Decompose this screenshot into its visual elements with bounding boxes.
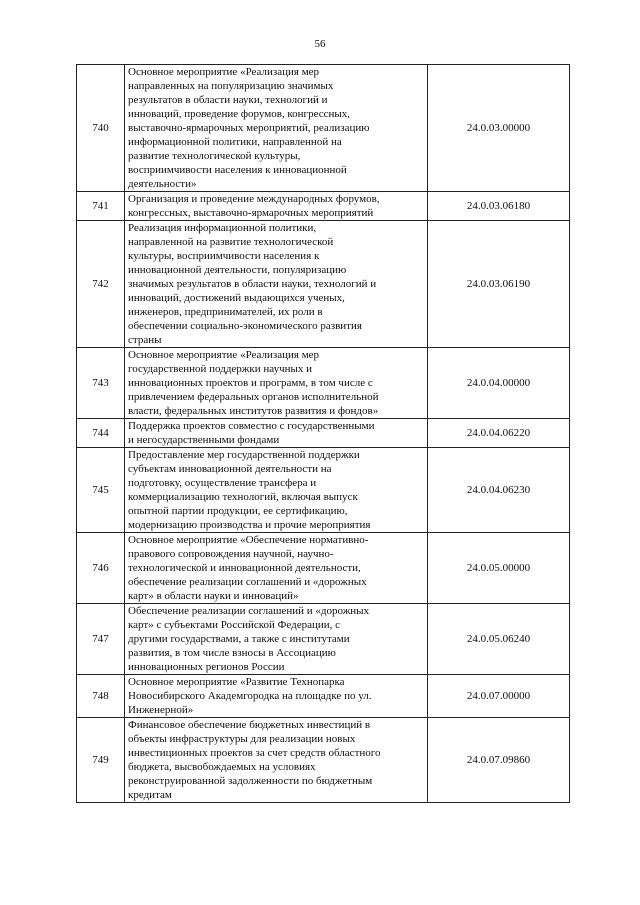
- description-line: инвестиционных проектов за счет средств областного: [128, 747, 381, 759]
- table-row: [77, 348, 570, 419]
- description-line: Основное мероприятие «Реализация мер: [128, 66, 320, 78]
- row-code: 24.0.04.00000: [428, 348, 570, 419]
- description-line: обеспечении социально-экономического развития: [128, 320, 362, 332]
- row-number: 744: [77, 419, 125, 448]
- table-body: [77, 65, 570, 803]
- description-line: привлечением федеральных органов исполнительной: [128, 391, 379, 403]
- description-line: карт» с субъектами Российской Федерации, с: [128, 619, 341, 631]
- row-number: 746: [77, 533, 125, 604]
- description-line: Основное мероприятие «Реализация мер: [128, 349, 320, 361]
- description-line: коммерциализацию технологий, включая выпуск: [128, 491, 358, 503]
- description-line: бюджета, высвобождаемых на условиях: [128, 761, 316, 773]
- description-line: кредитам: [128, 789, 172, 801]
- description-line: модернизацию производства и прочие мероприятия: [128, 519, 371, 531]
- row-description: [125, 604, 428, 675]
- row-number: 741: [77, 192, 125, 221]
- description-line: реконструированной задолженности по бюджетным: [128, 775, 373, 787]
- row-code: 24.0.04.06220: [428, 419, 570, 448]
- description-line: правового сопровождения научной, научно-: [128, 548, 334, 560]
- row-code: 24.0.07.09860: [428, 718, 570, 803]
- table-row: [77, 718, 570, 803]
- row-description: [125, 348, 428, 419]
- description-line: другими государствами, а также с институтами: [128, 633, 350, 645]
- description-line: Основное мероприятие «Обеспечение нормативно-: [128, 534, 369, 546]
- description-line: развития, в том числе взносы в Ассоциацию: [128, 647, 336, 659]
- description-line: технологической и инновационной деятельности,: [128, 562, 361, 574]
- row-description: [125, 533, 428, 604]
- row-description: [125, 675, 428, 718]
- description-line: и негосударственными фондами: [128, 434, 280, 446]
- table-row: [77, 533, 570, 604]
- description-line: карт» в области науки и инноваций»: [128, 590, 299, 602]
- description-line: Финансовое обеспечение бюджетных инвестиций в: [128, 719, 371, 731]
- description-line: деятельности»: [128, 178, 197, 190]
- row-description: [125, 419, 428, 448]
- row-code: 24.0.03.06180: [428, 192, 570, 221]
- description-line: инженеров, предпринимателей, их роли в: [128, 306, 323, 318]
- description-line: Обеспечение реализации соглашений и «дорожных: [128, 605, 370, 617]
- description-line: развитие технологической культуры,: [128, 150, 301, 162]
- row-description: [125, 718, 428, 803]
- description-line: информационной политики, направленной на: [128, 136, 342, 148]
- row-code: 24.0.04.06230: [428, 448, 570, 533]
- row-description: [125, 221, 428, 348]
- description-line: страны: [128, 334, 162, 346]
- description-line: восприимчивости населения к инновационной: [128, 164, 347, 176]
- table-row: [77, 448, 570, 533]
- table-row: [77, 221, 570, 348]
- description-line: Поддержка проектов совместно с государственными: [128, 420, 375, 432]
- row-number: 745: [77, 448, 125, 533]
- description-line: опытной партии продукции, ее сертификацию,: [128, 505, 348, 517]
- description-line: культуры, восприимчивости населения к: [128, 250, 320, 262]
- row-number: 748: [77, 675, 125, 718]
- row-number: 749: [77, 718, 125, 803]
- description-line: инновационных регионов России: [128, 661, 285, 673]
- description-line: Реализация информационной политики,: [128, 222, 317, 234]
- description-line: конгрессных, выставочно-ярмарочных мероприятий: [128, 207, 374, 219]
- description-line: инновационной деятельности, популяризацию: [128, 264, 347, 276]
- description-line: Организация и проведение международных форумов,: [128, 193, 380, 205]
- description-line: направленных на популяризацию значимых: [128, 80, 334, 92]
- description-line: Новосибирского Академгородка на площадке по ул.: [128, 690, 372, 702]
- description-line: Предоставление мер государственной поддержки: [128, 449, 360, 461]
- description-line: инновационных проектов и программ, в том числе с: [128, 377, 373, 389]
- description-line: объекты инфраструктуры для реализации новых: [128, 733, 356, 745]
- description-line: Основное мероприятие «Развитие Технопарка: [128, 676, 345, 688]
- budget-classification-table: [76, 64, 570, 803]
- row-code: 24.0.03.06190: [428, 221, 570, 348]
- row-description: [125, 192, 428, 221]
- table-row: [77, 675, 570, 718]
- description-line: субъектам инновационной деятельности на: [128, 463, 332, 475]
- description-line: выставочно-ярмарочных мероприятий, реализацию: [128, 122, 370, 134]
- description-line: государственной поддержки научных и: [128, 363, 313, 375]
- description-line: результатов в области науки, технологий и: [128, 94, 328, 106]
- row-code: 24.0.05.00000: [428, 533, 570, 604]
- table-row: [77, 604, 570, 675]
- table-row: [77, 65, 570, 192]
- description-line: власти, федеральных институтов развития и фондов»: [128, 405, 379, 417]
- description-line: значимых результатов в области науки, технологий и: [128, 278, 377, 290]
- description-line: Инженерной»: [128, 704, 194, 716]
- table-row: [77, 419, 570, 448]
- row-code: 24.0.07.00000: [428, 675, 570, 718]
- row-number: 740: [77, 65, 125, 192]
- row-description: [125, 448, 428, 533]
- page-number: 56: [314, 38, 326, 50]
- row-number: 743: [77, 348, 125, 419]
- description-line: обеспечение реализации соглашений и «дорожных: [128, 576, 367, 588]
- row-number: 742: [77, 221, 125, 348]
- table-row: [77, 192, 570, 221]
- row-code: 24.0.05.06240: [428, 604, 570, 675]
- description-line: инноваций, достижений выдающихся ученых,: [128, 292, 345, 304]
- description-line: направленной на развитие технологической: [128, 236, 334, 248]
- row-number: 747: [77, 604, 125, 675]
- row-code: 24.0.03.00000: [428, 65, 570, 192]
- description-line: подготовку, осуществление трансфера и: [128, 477, 317, 489]
- row-description: [125, 65, 428, 192]
- description-line: инноваций, проведение форумов, конгрессных,: [128, 108, 351, 120]
